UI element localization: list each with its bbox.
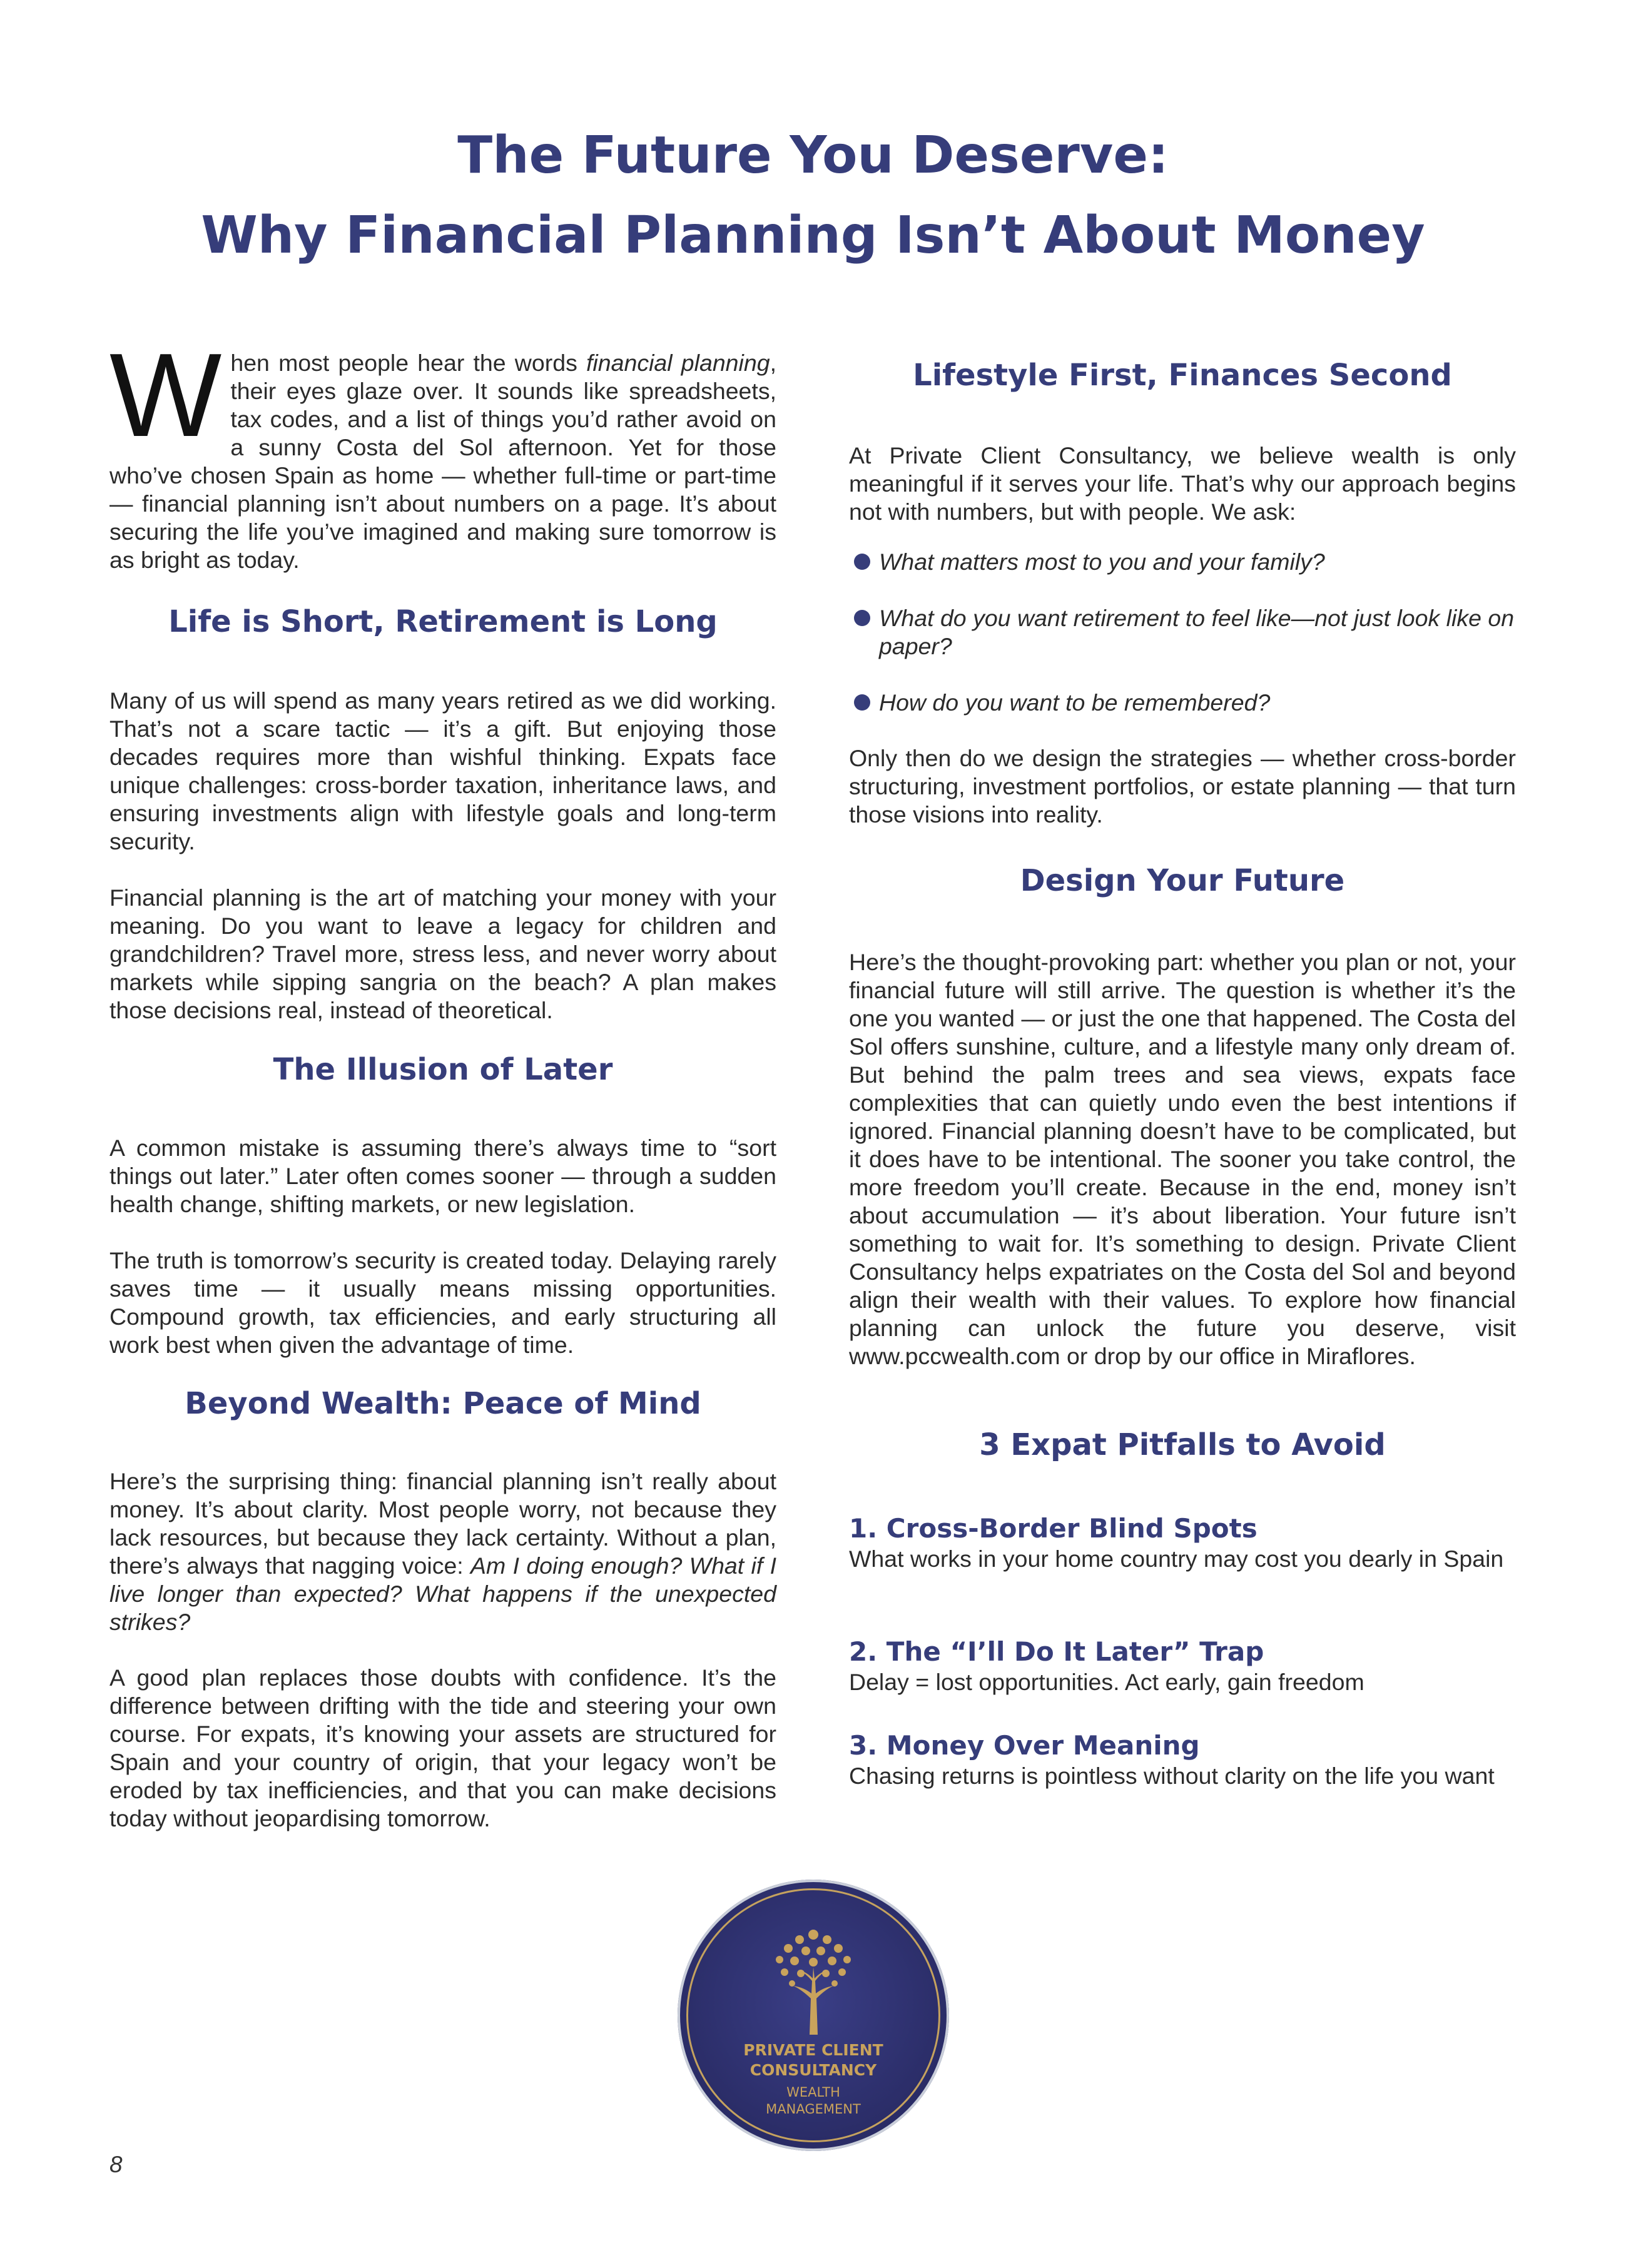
- pitfall-title: 2. The “I’ll Do It Later” Trap: [849, 1636, 1264, 1667]
- heading-life-is-short: Life is Short, Retirement is Long: [168, 604, 718, 639]
- logo-line-2: CONSULTANCY: [749, 2061, 877, 2079]
- lifestyle-paragraph-1: At Private Client Consultancy, we believe wealth is only meaningful if it serves your life. That’s why our approach begins not with numbers, but with people. We ask:: [849, 442, 1516, 525]
- illusion-paragraph-1: A common mistake is assuming there’s always time to “sort things out later.” Later often comes sooner — through a sudden health change, shifting markets, or new legislation.: [109, 1135, 776, 1217]
- bullet-icon: [854, 554, 870, 570]
- logo-line-4: MANAGEMENT: [766, 2102, 861, 2117]
- page-number: 8: [109, 2152, 123, 2177]
- pitfall-text: What works in your home country may cost you dearly in Spain: [849, 1546, 1504, 1572]
- bullet-icon: [854, 610, 870, 626]
- tree-icon: [757, 1923, 870, 2036]
- bullet-icon: [854, 694, 870, 711]
- pitfall-title: 1. Cross-Border Blind Spots: [849, 1513, 1258, 1544]
- drop-cap: W: [109, 329, 222, 462]
- intro-block: [109, 329, 776, 574]
- pitfall-item: [849, 1729, 1516, 1790]
- lifestyle-paragraph-2: Only then do we design the strategies — whether cross-border structuring, investment portfolios, or estate planning — that turn those visions into reality.: [849, 745, 1516, 828]
- beyond-paragraph-1: Here’s the surprising thing: financial planning isn’t really about money. It’s about clarity. Most people worry, not because they lack resources, but because they lack certainty. Without a plan, there’s always that nagging voice: Am I doing enough? What if I live longer than expected? What happens if the unexpected strikes?: [109, 1468, 776, 1635]
- life-paragraph-2: Financial planning is the art of matching your money with your meaning. Do you want to leave a legacy for children and grandchildren? Travel more, stress less, and never worry about markets while sipping sangria on the beach? A plan makes those decisions real, instead of theoretical.: [109, 884, 776, 1023]
- pitfall-item: [849, 1636, 1516, 1696]
- logo-line-1: PRIVATE CLIENT: [743, 2041, 883, 2059]
- title-line-1: The Future You Deserve:: [457, 126, 1169, 185]
- pitfall-text: Chasing returns is pointless without clarity on the life you want: [849, 1763, 1495, 1789]
- logo-line-3: WEALTH: [786, 2085, 840, 2100]
- question-item: What do you want retirement to feel like—not just look like on paper?: [849, 604, 1516, 661]
- company-logo: [678, 1880, 949, 2151]
- heading-illusion-of-later: The Illusion of Later: [273, 1052, 613, 1087]
- illusion-paragraph-2: The truth is tomorrow’s security is created today. Delaying rarely saves time — it usually means missing opportunities. Compound growth, tax efficiencies, and early structuring all work best when given the advantage of time.: [109, 1247, 776, 1358]
- beyond-paragraph-2: A good plan replaces those doubts with confidence. It’s the difference between drifting with the tide and steering your own course. For expats, it’s knowing your assets are structured for Spain and your country of origin, that your legacy won’t be eroded by tax inefficiencies, and that you can make decisions today without jeopardising tomorrow.: [109, 1664, 776, 1831]
- page-title: [0, 116, 1626, 276]
- intro-paragraph: When most people hear the words financial planning, their eyes glaze over. It sounds like spreadsheets, tax codes, and a list of things you’d rather avoid on a sunny Costa del Sol afternoon. Yet for those who’ve chosen Spain as home — whether full-time or part-time — financial planning isn’t about numbers on a page. It’s about securing the life you’ve imagined and making sure tomorrow is as bright as today.: [109, 329, 776, 573]
- question-item: What matters most to you and your family?: [849, 548, 1516, 576]
- heading-lifestyle-first: Lifestyle First, Finances Second: [913, 358, 1452, 393]
- life-paragraph-1: Many of us will spend as many years retired as we did working. That’s not a scare tactic — it’s a gift. But enjoying those decades requires more than wishful thinking. Expats face unique challenges: cross-border taxation, inheritance laws, and ensuring investments align with lifestyle goals and long-term security.: [109, 687, 776, 854]
- design-paragraph: Here’s the thought-provoking part: whether you plan or not, your financial future will still arrive. The question is whether it’s the one you wanted — or just the one that happened. The Costa del Sol offers sunshine, culture, and a lifestyle many only dream of. But behind the palm trees and sea views, expats face complexities that can quietly undo even the best intentions if ignored. Financial planning doesn’t have to be complicated, but it does have to be intentional. The sooner you take control, the more freedom you’ll create. Because in the end, money isn’t about accumulation — it’s about liberation. Your future isn’t something to wait for. It’s something to design. Private Client Consultancy helps expatriates on the Costa del Sol and beyond align their wealth with their values. To explore how financial planning can unlock the future you deserve, visit www.pccwealth.com or drop by our office in Miraflores.: [849, 949, 1516, 1369]
- pitfall-text: Delay = lost opportunities. Act early, gain freedom: [849, 1669, 1364, 1695]
- question-item: How do you want to be remembered?: [849, 689, 1516, 717]
- pitfall-item: [849, 1512, 1516, 1573]
- heading-beyond-wealth: Beyond Wealth: Peace of Mind: [185, 1386, 701, 1421]
- heading-design-your-future: Design Your Future: [1020, 863, 1345, 898]
- heading-expat-pitfalls: 3 Expat Pitfalls to Avoid: [979, 1427, 1386, 1462]
- title-line-2: Why Financial Planning Isn’t About Money: [201, 206, 1425, 265]
- pitfall-title: 3. Money Over Meaning: [849, 1730, 1200, 1761]
